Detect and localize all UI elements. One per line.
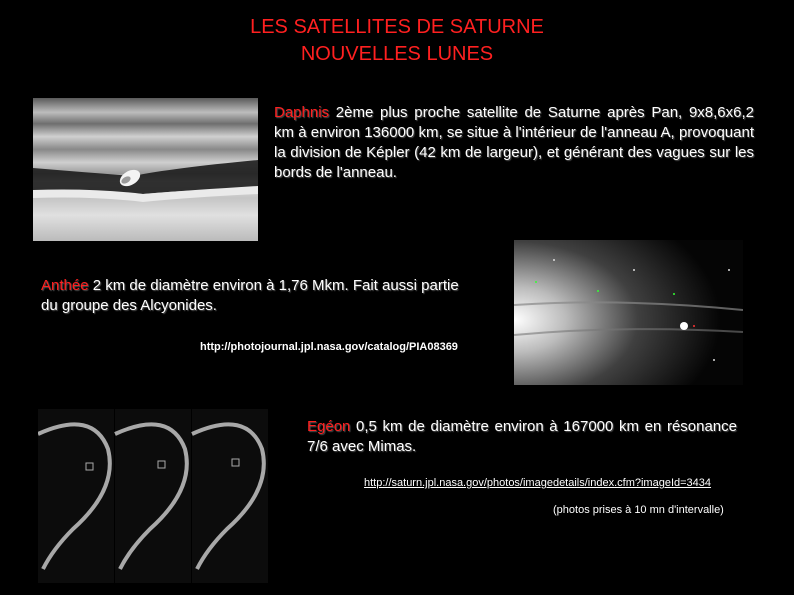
anthee-text: 2 km de diamètre environ à 1,76 Mkm. Fait aussi partie du groupe des Alcyonides. [41,277,459,314]
egeon-url-link[interactable]: http://saturn.jpl.nasa.gov/photos/imagedetails/index.cfm?imageId=3434 [364,477,712,489]
anthee-url-link[interactable]: http://photojournal.jpl.nasa.gov/catalog/PIA08369 [200,341,458,353]
anthee-name: Anthée [41,277,89,294]
daphnis-text: 2ème plus proche satellite de Saturne après Pan, 9x8,6x6,2 km à environ 136000 km, se situe à l'intérieur de l'anneau A, provoquant la division de Képler (42 km de largeur), et générant des vagues sur les bords de l'anneau. [274,104,754,181]
anthee-description [41,276,471,316]
daphnis-description [274,103,754,183]
title-line-2: NOUVELLES LUNES [300,43,494,65]
egeon-caption: (photos prises à 10 mn d'intervalle) [553,504,724,516]
title-line-1: LES SATELLITES DE SATURNE [250,16,544,38]
daphnis-photo [33,98,258,241]
egeon-text: 0,5 km de diamètre environ à 167000 km en résonance 7/6 avec Mimas. [307,418,737,455]
egeon-photos [38,409,268,583]
egeon-description [307,417,737,457]
egeon-name: Egéon [307,418,351,435]
anthee-photo [514,240,743,385]
page-title [0,14,794,68]
daphnis-name: Daphnis [274,104,330,121]
